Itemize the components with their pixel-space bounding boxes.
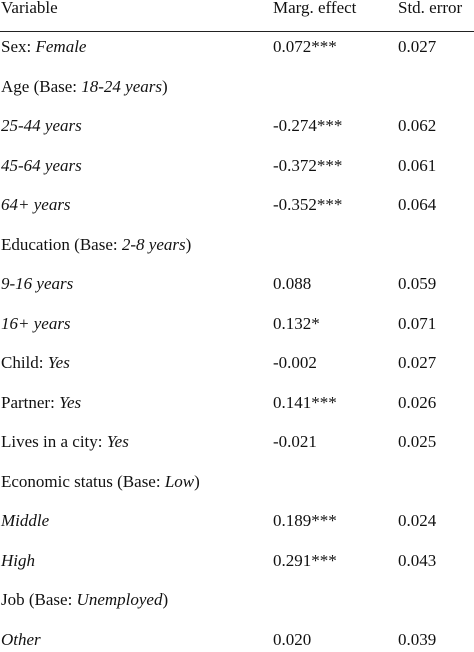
table-row	[0, 235, 474, 257]
table-row	[0, 156, 474, 178]
label-tail-text: )	[162, 76, 168, 96]
row-variable-label	[1, 116, 82, 136]
table-row	[0, 274, 474, 296]
row-variable-label	[1, 432, 129, 452]
label-text: Lives in a city:	[1, 432, 107, 451]
label-text: Job (Base:	[1, 590, 77, 609]
row-marg-effect: 0.132*	[273, 313, 320, 333]
label-italic-text: High	[1, 550, 35, 570]
table-row	[0, 432, 474, 454]
row-std-error: 0.027	[398, 37, 437, 56]
row-variable-label	[1, 156, 82, 176]
label-italic-text: Female	[35, 37, 87, 56]
label-italic-text: Yes	[59, 392, 82, 412]
row-variable-label	[1, 353, 70, 373]
table-row	[0, 314, 474, 336]
table-row	[0, 472, 474, 494]
row-marg-effect: -0.372***	[273, 155, 343, 175]
row-variable-label	[1, 314, 71, 334]
header-marg-effect: Marg. effect	[273, 0, 357, 17]
row-std-error: 0.024	[398, 511, 437, 530]
table-header	[0, 0, 474, 26]
label-italic-text: Other	[1, 629, 41, 649]
table-row	[0, 195, 474, 217]
table-row	[0, 116, 474, 138]
row-std-error: 0.039	[398, 629, 437, 649]
row-variable-label	[1, 235, 191, 255]
label-italic-text: Middle	[1, 511, 50, 530]
row-variable-label	[1, 472, 200, 492]
row-marg-effect: -0.352***	[273, 195, 343, 214]
table-row	[0, 37, 474, 59]
row-variable-label	[1, 630, 41, 650]
table-row	[0, 511, 474, 533]
label-text: Age (Base:	[1, 76, 82, 96]
table-row	[0, 590, 474, 612]
label-italic-text: Unemployed	[76, 590, 163, 609]
row-marg-effect: 0.088	[273, 274, 312, 293]
label-italic-text: 25-44 years	[1, 116, 82, 135]
label-text: Partner:	[1, 392, 60, 412]
row-marg-effect: 0.072***	[273, 37, 337, 56]
label-italic-text: Yes	[47, 353, 70, 372]
row-variable-label	[1, 77, 168, 97]
label-text: Education (Base:	[1, 234, 122, 254]
row-marg-effect: 0.291***	[273, 550, 337, 570]
row-variable-label	[1, 274, 73, 294]
header-rule	[0, 31, 474, 32]
row-variable-label	[1, 393, 81, 413]
table-row	[0, 551, 474, 573]
row-variable-label	[1, 551, 35, 571]
label-italic-text: Yes	[106, 432, 129, 451]
row-std-error: 0.071	[398, 313, 437, 333]
header-std-error: Std. error	[398, 0, 463, 17]
table-row	[0, 393, 474, 415]
label-tail-text: )	[194, 471, 200, 491]
label-text: Sex:	[1, 37, 36, 56]
table-row	[0, 77, 474, 99]
row-variable-label	[1, 590, 168, 610]
label-italic-text: Low	[164, 471, 195, 491]
row-marg-effect: 0.189***	[273, 511, 337, 530]
table-row	[0, 630, 474, 652]
label-italic-text: 64+ years	[1, 195, 71, 214]
label-text: Child:	[1, 353, 48, 372]
row-variable-label	[1, 195, 71, 215]
label-italic-text: 18-24 years	[81, 76, 162, 96]
row-variable-label	[1, 511, 49, 531]
row-marg-effect: 0.141***	[273, 392, 337, 412]
label-text: Economic status (Base:	[1, 471, 165, 491]
label-tail-text: )	[185, 234, 192, 254]
table-row	[0, 353, 474, 375]
label-tail-text: )	[162, 590, 169, 609]
label-italic-text: 2-8 years	[121, 234, 186, 254]
row-std-error: 0.061	[398, 155, 437, 175]
row-marg-effect: -0.021	[273, 432, 317, 451]
row-std-error: 0.027	[398, 353, 437, 372]
row-std-error: 0.062	[398, 116, 437, 135]
header-variable: Variable	[1, 0, 58, 17]
label-italic-text: 45-64 years	[1, 155, 82, 175]
row-variable-label	[1, 37, 86, 57]
row-std-error: 0.026	[398, 392, 437, 412]
row-std-error: 0.043	[398, 550, 437, 570]
row-std-error: 0.025	[398, 432, 437, 451]
row-marg-effect: -0.002	[273, 353, 317, 372]
row-marg-effect: -0.274***	[273, 116, 343, 135]
row-std-error: 0.059	[398, 274, 437, 293]
label-italic-text: 9-16 years	[1, 274, 74, 293]
label-italic-text: 16+ years	[1, 313, 71, 333]
row-marg-effect: 0.020	[273, 629, 312, 649]
row-std-error: 0.064	[398, 195, 437, 214]
